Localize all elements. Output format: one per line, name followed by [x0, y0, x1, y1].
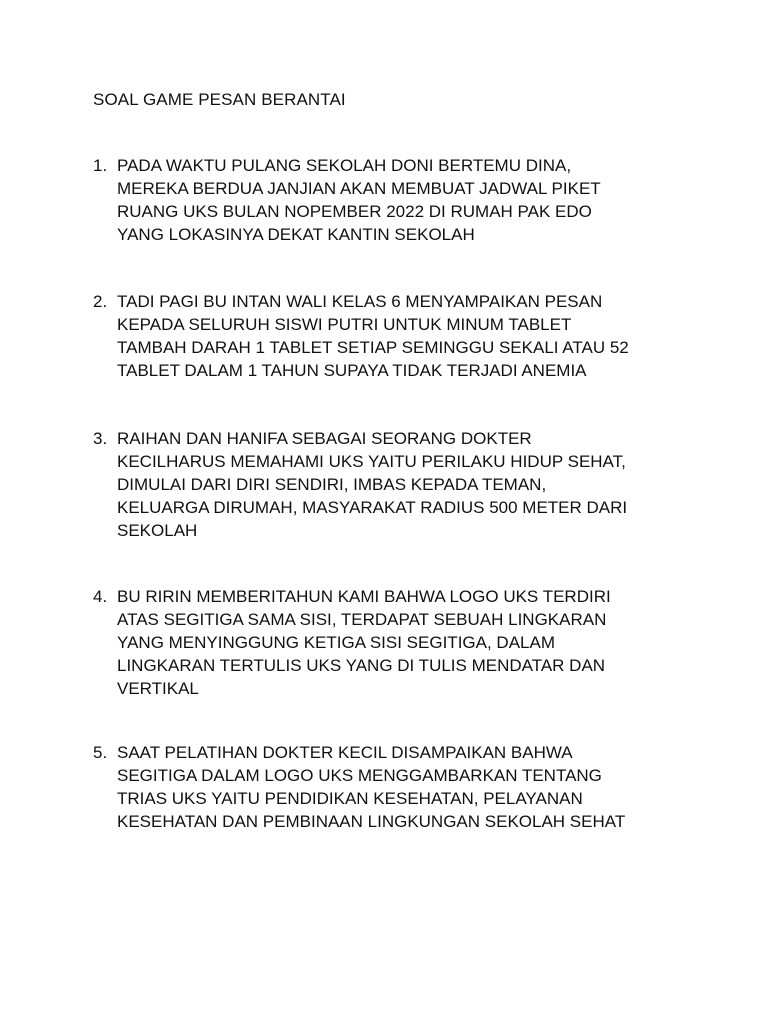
- question-line: TAMBAH DARAH 1 TABLET SETIAP SEMINGGU SEKALI ATAU 52: [117, 338, 629, 357]
- question-text: [117, 290, 693, 382]
- question-item-4: [93, 585, 693, 700]
- question-line: SEKOLAH: [117, 521, 198, 540]
- question-item-5: [93, 741, 693, 833]
- question-number: 2.: [93, 292, 108, 311]
- question-line: RUANG UKS BULAN NOPEMBER 2022 DI RUMAH PAK EDO: [117, 202, 592, 221]
- question-number: 1.: [93, 156, 108, 175]
- document-title: SOAL GAME PESAN BERANTAI: [93, 90, 346, 109]
- question-number: 4.: [93, 587, 108, 606]
- question-text: [117, 741, 693, 833]
- question-item-3: [93, 427, 693, 542]
- question-line: BU RIRIN MEMBERITAHUN KAMI BAHWA LOGO UKS TERDIRI: [117, 587, 611, 606]
- question-line: TRIAS UKS YAITU PENDIDIKAN KESEHATAN, PELAYANAN: [117, 789, 583, 808]
- question-line: TADI PAGI BU INTAN WALI KELAS 6 MENYAMPAIKAN PESAN: [117, 292, 603, 311]
- question-text: [117, 585, 693, 700]
- question-line: YANG LOKASINYA DEKAT KANTIN SEKOLAH: [117, 225, 475, 244]
- question-text: [117, 427, 693, 542]
- question-line: VERTIKAL: [117, 679, 199, 698]
- question-line: MEREKA BERDUA JANJIAN AKAN MEMBUAT JADWAL PIKET: [117, 179, 601, 198]
- question-line: SEGITIGA DALAM LOGO UKS MENGGAMBARKAN TENTANG: [117, 766, 602, 785]
- question-line: KESEHATAN DAN PEMBINAAN LINGKUNGAN SEKOLAH SEHAT: [117, 812, 626, 831]
- question-item-2: [93, 290, 693, 382]
- question-line: ATAS SEGITIGA SAMA SISI, TERDAPAT SEBUAH LINGKARAN: [117, 610, 607, 629]
- question-line: YANG MENYINGGUNG KETIGA SISI SEGITIGA, DALAM: [117, 633, 555, 652]
- question-item-1: [93, 154, 693, 246]
- question-number: 5.: [93, 743, 108, 762]
- question-line: TABLET DALAM 1 TAHUN SUPAYA TIDAK TERJADI ANEMIA: [117, 361, 587, 380]
- question-line: KEPADA SELURUH SISWI PUTRI UNTUK MINUM TABLET: [117, 315, 572, 334]
- question-number: 3.: [93, 429, 108, 448]
- question-line: LINGKARAN TERTULIS UKS YANG DI TULIS MENDATAR DAN: [117, 656, 606, 675]
- question-line: KELUARGA DIRUMAH, MASYARAKAT RADIUS 500 METER DARI: [117, 498, 628, 517]
- question-line: PADA WAKTU PULANG SEKOLAH DONI BERTEMU DINA,: [117, 156, 572, 175]
- question-line: DIMULAI DARI DIRI SENDIRI, IMBAS KEPADA TEMAN,: [117, 475, 547, 494]
- question-line: SAAT PELATIHAN DOKTER KECIL DISAMPAIKAN BAHWA: [117, 743, 573, 762]
- question-line: RAIHAN DAN HANIFA SEBAGAI SEORANG DOKTER: [117, 429, 532, 448]
- question-text: [117, 154, 693, 246]
- question-line: KECILHARUS MEMAHAMI UKS YAITU PERILAKU HIDUP SEHAT,: [117, 452, 626, 471]
